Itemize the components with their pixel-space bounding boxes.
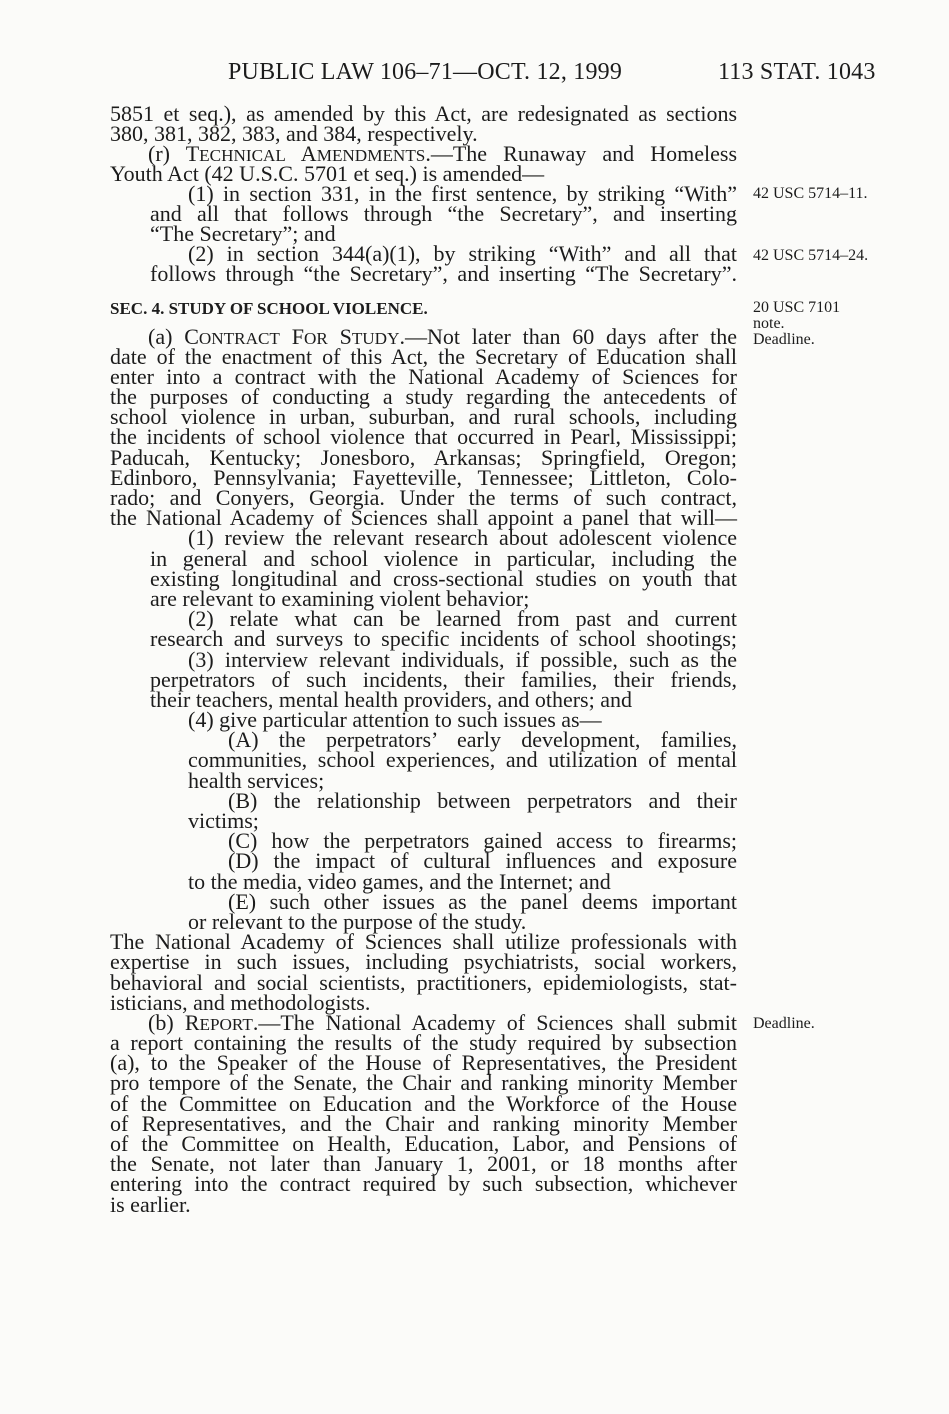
text-line: entering into the contract required by such subsection, whichever xyxy=(110,1171,737,1197)
text-line: (2) relate what can be learned from past and current xyxy=(188,606,737,632)
text-run: .—The National Academy of Sciences shall submit xyxy=(252,1009,738,1035)
page-stat-number: 113 STAT. 1043 xyxy=(718,59,876,85)
section-heading: SEC. 4. STUDY OF SCHOOL VIOLENCE. xyxy=(110,299,428,318)
text-line: (A) the perpetrators’ early development, families, xyxy=(228,727,737,753)
text-line: existing longitudinal and cross-sectional studies on youth that xyxy=(150,565,737,591)
text-line: “The Secretary”; and xyxy=(150,221,336,247)
text-run: .—The Runaway and Homeless xyxy=(425,140,738,166)
text-column-top xyxy=(110,100,738,287)
text-line: rado; and Conyers, Georgia. Under the terms of such contract, xyxy=(110,485,737,510)
text-line: the incidents of school violence that occurred in Pearl, Mississippi; xyxy=(110,424,737,450)
subsection-label: (a) xyxy=(148,323,173,349)
caption-initial: S xyxy=(339,323,352,349)
text-line: The National Academy of Sciences shall utilize professionals with xyxy=(110,929,737,955)
text-line: to the media, video games, and the Internet; and xyxy=(188,868,611,894)
text-line: in general and school violence in particular, including the xyxy=(150,545,737,571)
text-line: or relevant to the purpose of the study. xyxy=(188,908,527,934)
text-line: (1) in section 331, in the first sentence, by striking “With” xyxy=(188,180,737,206)
caption-small-caps: OR xyxy=(303,328,328,348)
text-line: health services; xyxy=(188,767,325,793)
text-column-main xyxy=(110,323,738,1217)
subsection-label: (b) xyxy=(148,1009,174,1035)
text-line: perpetrators of such incidents, their families, their friends, xyxy=(150,666,737,692)
margin-note: note. xyxy=(753,314,785,332)
text-line: expertise in such issues, including psychiatrists, social workers, xyxy=(110,949,737,975)
text-line: enter into a contract with the National Academy of Sciences for xyxy=(110,363,737,389)
margin-note: 42 USC 5714–11. xyxy=(753,184,868,202)
caption-small-caps: ECHNICAL xyxy=(199,145,286,165)
text-line: behavioral and social scientists, practitioners, epidemiologists, stat- xyxy=(110,969,737,995)
text-line: (E) such other issues as the panel deems important xyxy=(228,888,737,914)
text-line: the Senate, not later than January 1, 2001, or 18 months after xyxy=(110,1151,737,1177)
text-line: a report containing the results of the study required by subsection xyxy=(110,1030,737,1056)
text-line: is earlier. xyxy=(110,1191,191,1217)
text-line: of the Committee on Education and the Workforce of the House xyxy=(110,1090,737,1116)
text-line: follows through “the Secretary”, and inserting “The Secretary”. xyxy=(150,261,737,287)
text-line: isticians, and methodologists. xyxy=(110,989,371,1015)
text-line: school violence in urban, suburban, and rural schools, including xyxy=(110,404,737,430)
text-line: Edinboro, Pennsylvania; Fayetteville, Tennessee; Littleton, Colo- xyxy=(110,464,737,490)
text-line: victims; xyxy=(188,808,259,833)
margin-note: 20 USC 7101 xyxy=(753,299,841,316)
text-line: (4) give particular attention to such issues as— xyxy=(188,707,602,733)
text-line: research and surveys to specific incidents of school shootings; xyxy=(150,626,737,652)
text-line: communities, school experiences, and utilization of mental xyxy=(188,747,737,773)
margin-note: Deadline. xyxy=(753,330,815,348)
text-line: date of the enactment of this Act, the Secretary of Education shall xyxy=(110,343,737,369)
caption-initial: T xyxy=(185,140,200,166)
text-line: (B) the relationship between perpetrators and their xyxy=(228,787,737,813)
caption-small-caps: EPORT xyxy=(199,1014,253,1034)
caption-initial: R xyxy=(184,1009,200,1035)
text-line: (D) the impact of cultural influences and exposure xyxy=(228,848,737,874)
text-line: and all that follows through “the Secretary”, and inserting xyxy=(150,200,737,226)
caption-initial: C xyxy=(184,323,199,349)
text-line: of Representatives, and the Chair and ranking minority Member xyxy=(110,1110,737,1136)
text-line: 5851 et seq.), as amended by this Act, are redesignated as sections xyxy=(110,100,737,126)
text-line: 380, 381, 382, 383, and 384, respectively. xyxy=(110,120,478,146)
text-run: .—Not later than 60 days after the xyxy=(399,323,738,349)
caption-initial: F xyxy=(291,323,304,349)
text-line: (a), to the Speaker of the House of Representatives, the President xyxy=(110,1050,737,1076)
text-line: (3) interview relevant individuals, if possible, such as the xyxy=(188,646,737,672)
margin-note: Deadline. xyxy=(753,1014,815,1032)
text-line: their teachers, mental health providers, and others; and xyxy=(150,686,632,712)
caption-small-caps: ONTRACT xyxy=(198,328,280,348)
text-line: of the Committee on Health, Education, Labor, and Pensions of xyxy=(110,1131,737,1156)
margin-note: 42 USC 5714–24. xyxy=(753,246,869,264)
caption-initial: A xyxy=(300,140,317,166)
text-line: the purposes of conducting a study regarding the antecedents of xyxy=(110,384,737,410)
text-line: Paducah, Kentucky; Jonesboro, Arkansas; Springfield, Oregon; xyxy=(110,444,737,470)
text-line: (1) review the relevant research about adolescent violence xyxy=(188,525,737,551)
caption-small-caps: TUDY xyxy=(351,328,400,348)
text-line: (2) in section 344(a)(1), by striking “With” and all that xyxy=(188,241,737,267)
running-head-title: PUBLIC LAW 106–71—OCT. 12, 1999 xyxy=(228,59,623,85)
text-line: the National Academy of Sciences shall appoint a panel that will— xyxy=(110,505,737,531)
text-line: Youth Act (42 U.S.C. 5701 et seq.) is amended— xyxy=(110,160,545,186)
text-line: pro tempore of the Senate, the Chair and ranking minority Member xyxy=(110,1070,737,1096)
caption-small-caps: MENDMENTS xyxy=(316,145,426,165)
text-line: are relevant to examining violent behavior; xyxy=(150,585,530,611)
text-line: (C) how the perpetrators gained access to firearms; xyxy=(228,828,737,854)
subsection-label: (r) xyxy=(148,140,170,166)
